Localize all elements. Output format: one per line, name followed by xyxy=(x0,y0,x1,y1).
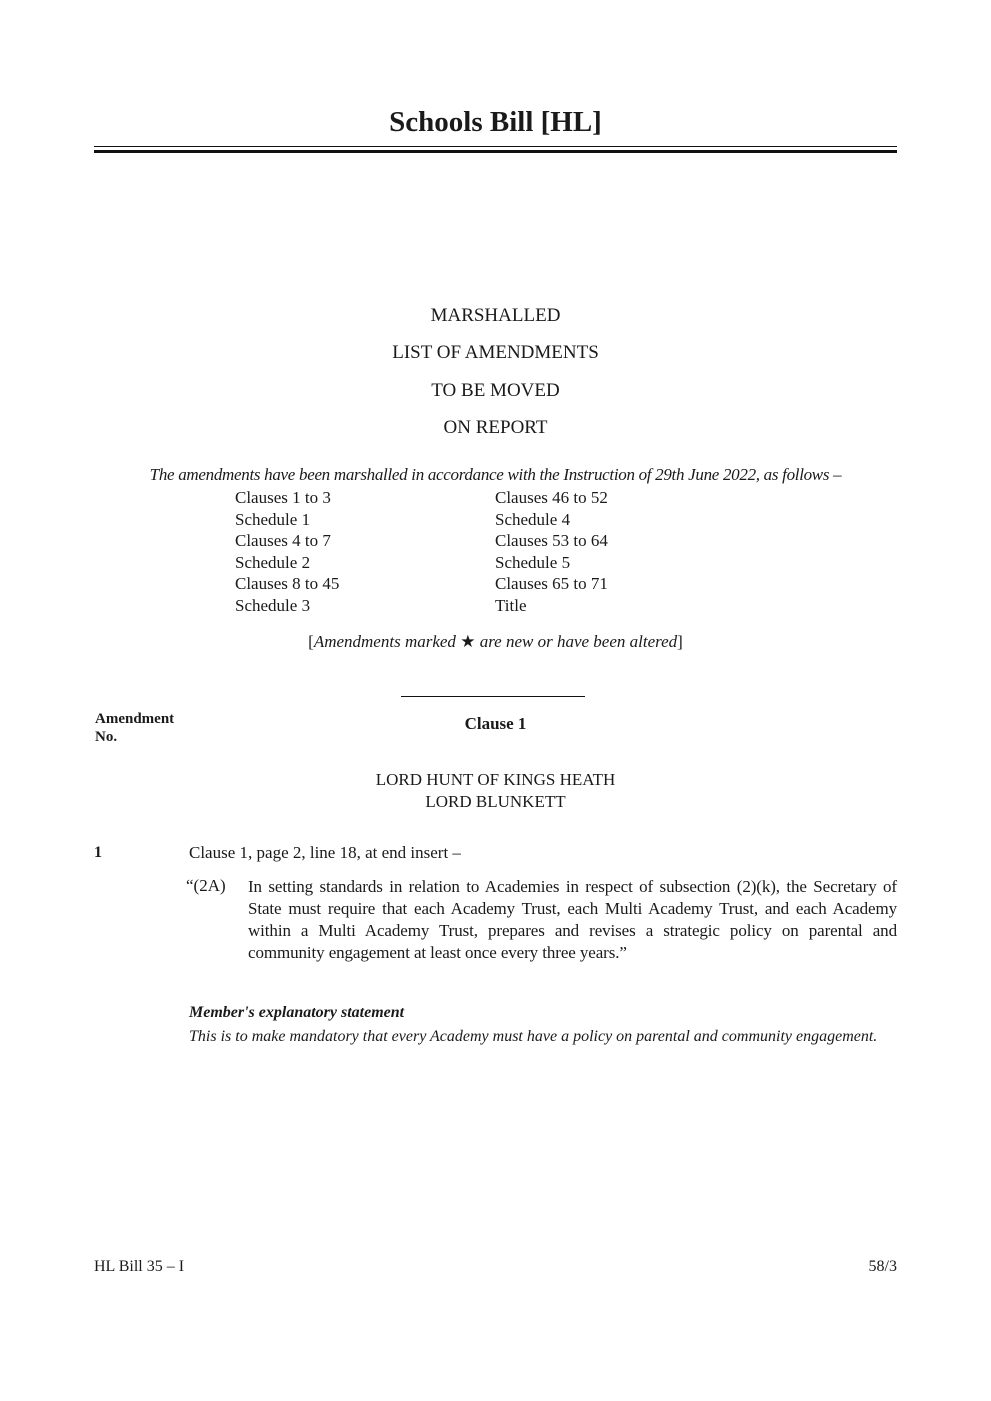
amendment-movers xyxy=(0,769,991,813)
explanatory-statement-text: This is to make mandatory that every Academy must have a policy on parental and community engagement. xyxy=(189,1028,878,1045)
schedule-order-item: Clauses 4 to 7 xyxy=(235,531,331,551)
mover-name: LORD HUNT OF KINGS HEATH xyxy=(375,770,616,789)
title-rule-thick xyxy=(94,150,897,153)
schedule-order-item: Clauses 1 to 3 xyxy=(235,488,331,507)
schedule-order-left-column xyxy=(235,487,339,617)
schedule-order-item: Clauses 46 to 52 xyxy=(495,488,608,507)
amendment-instruction: Clause 1, page 2, line 18, at end insert – xyxy=(189,843,461,862)
footer-bill-reference: HL Bill 35 – I xyxy=(94,1258,185,1275)
title-rule-thin xyxy=(94,146,897,147)
heading-line-3: TO BE MOVED xyxy=(431,380,560,401)
schedule-order-right-column xyxy=(495,487,608,617)
heading-line-4: ON REPORT xyxy=(443,417,548,438)
schedule-order-item: Schedule 1 xyxy=(235,509,311,529)
note-close-bracket: ] xyxy=(677,632,683,651)
schedule-order-item: Schedule 5 xyxy=(495,552,571,572)
insert-subsection-text: In setting standards in relation to Academies in respect of subsection (2)(k), the Secretary of State must require that each Academy Trust, each Multi Academy Trust, and each Academy within a Multi Academy Trust, prepares and revises a strategic policy on parental and community engagement at least once every three years.” xyxy=(248,877,897,962)
amendment-label-line: Amendment xyxy=(95,711,175,727)
footer-page-reference: 58/3 xyxy=(868,1258,897,1275)
schedule-order-item: Clauses 53 to 64 xyxy=(495,531,608,551)
schedule-order-item: Schedule 4 xyxy=(495,509,571,529)
amendment-number: 1 xyxy=(94,844,102,861)
amendment-label-line: No. xyxy=(95,729,118,745)
schedule-order-item: Schedule 2 xyxy=(235,552,311,572)
note-open-bracket: [ xyxy=(308,632,314,651)
schedule-order-item: Schedule 3 xyxy=(235,595,311,615)
marshalling-intro: The amendments have been marshalled in accordance with the Instruction of 29th June 2022, as follows – xyxy=(149,465,842,484)
amendment-marker-note xyxy=(0,632,991,652)
star-icon: ★ xyxy=(460,632,476,651)
heading-line-1: MARSHALLED xyxy=(430,305,561,326)
schedule-order-item: Clauses 65 to 71 xyxy=(495,574,608,594)
section-divider xyxy=(401,696,585,697)
mover-name: LORD BLUNKETT xyxy=(425,792,566,811)
insert-subsection-label: “(2A) xyxy=(186,876,226,895)
schedule-order-item: Clauses 8 to 45 xyxy=(235,574,340,594)
schedule-order-item: Title xyxy=(495,595,527,615)
document-title: Schools Bill [HL] xyxy=(389,106,602,138)
heading-line-2: LIST OF AMENDMENTS xyxy=(392,342,599,363)
note-text-after: are new or have been altered xyxy=(475,632,678,651)
explanatory-statement-heading: Member's explanatory statement xyxy=(189,1004,405,1021)
note-text-before: Amendments marked xyxy=(313,632,461,651)
clause-heading: Clause 1 xyxy=(464,714,527,733)
